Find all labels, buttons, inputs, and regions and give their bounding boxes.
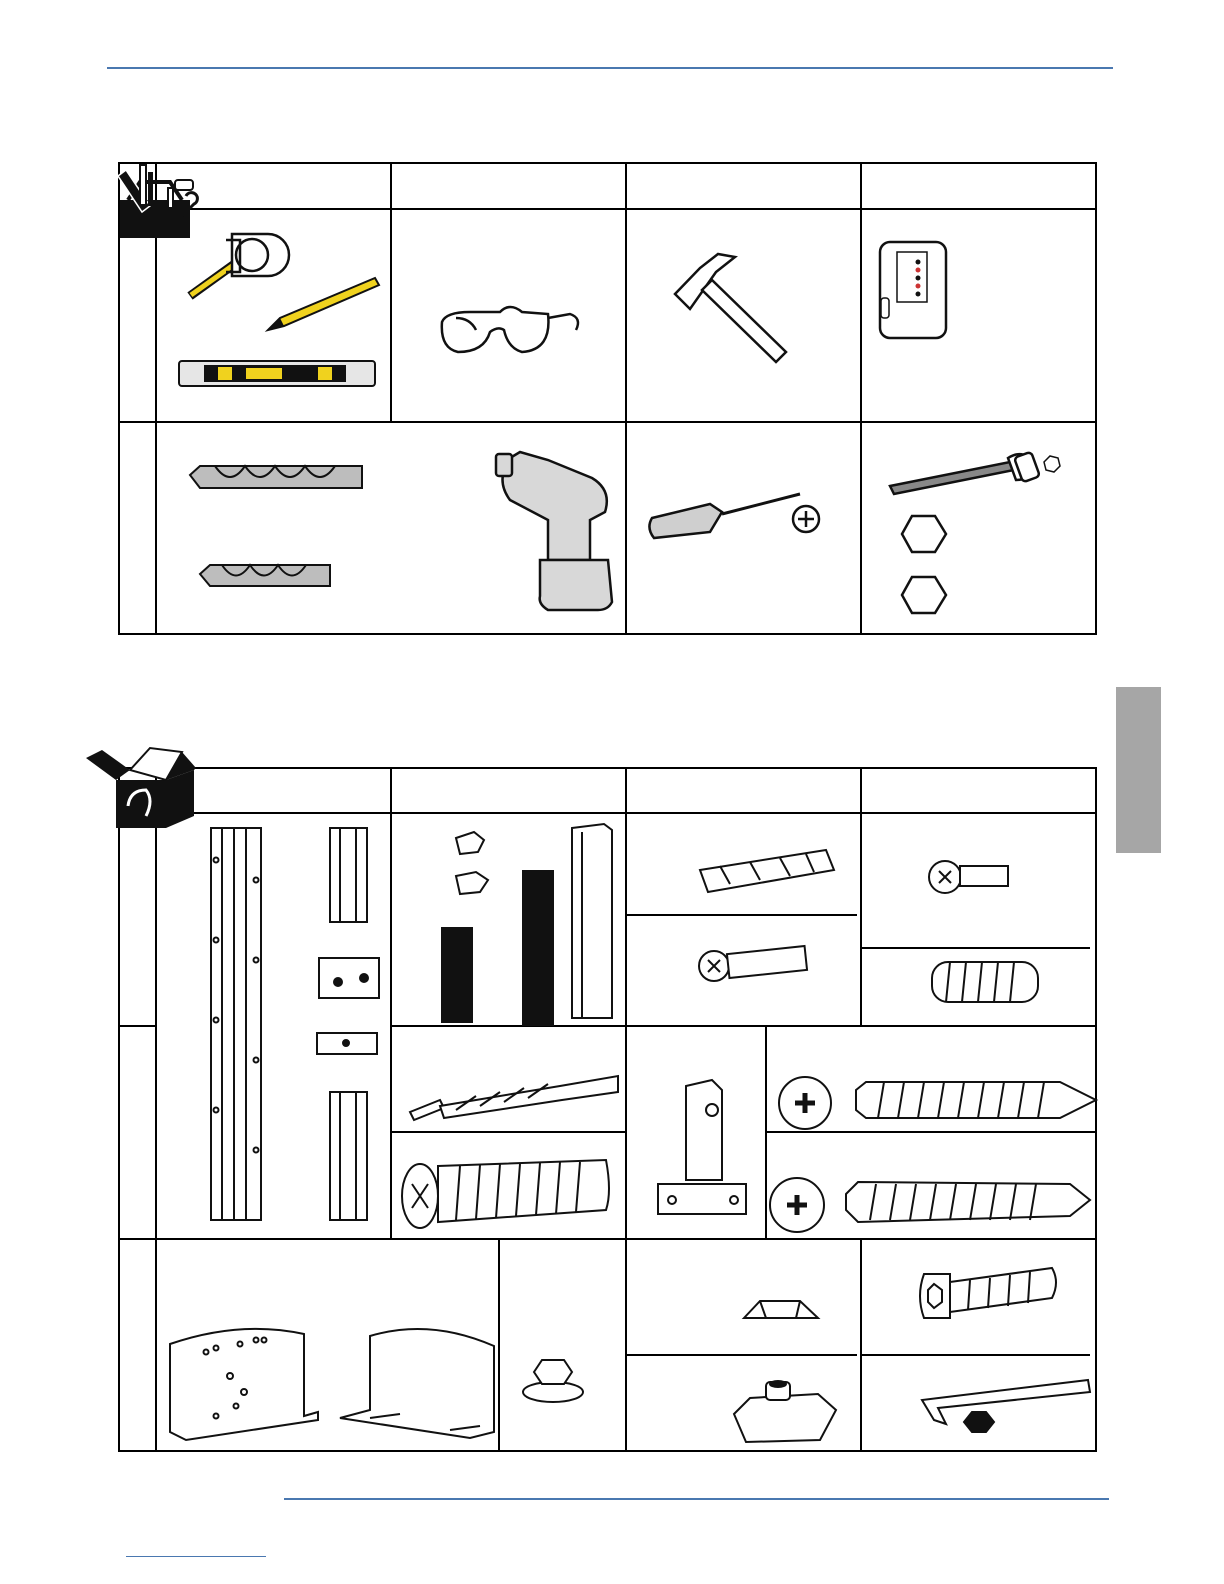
weld-nut-icon (734, 1381, 836, 1442)
wall-rail-icon (211, 828, 261, 1220)
socket-wrench-icon (890, 452, 1060, 613)
self-drill-screw-icon (770, 1178, 1090, 1232)
spirit-level-icon (179, 361, 375, 386)
toolbox-icon (118, 165, 197, 238)
tape-measure-icon (190, 234, 289, 296)
cable-cover-icon (572, 824, 612, 1018)
rubber-foot-icon (744, 1301, 818, 1318)
t-bracket-icon (658, 1080, 746, 1214)
pencil-icon (268, 278, 379, 330)
bracket-plate-icon (330, 828, 367, 1220)
drill-bit-icon (190, 466, 362, 586)
open-box-icon (86, 748, 196, 828)
wall-anchor-icon (700, 850, 834, 892)
foam-pad-icon (441, 870, 554, 1026)
hammer-icon (675, 254, 786, 362)
wood-screw-icon (402, 1160, 609, 1228)
socket-cap-screw-icon (929, 861, 1008, 893)
toggle-bolt-icon (410, 1076, 618, 1120)
set-screw-icon (932, 962, 1038, 1002)
flange-nut-icon (523, 1360, 583, 1402)
phillips-screwdriver-icon (649, 494, 819, 538)
cordless-drill-icon (496, 452, 612, 610)
mount-plates-icon (170, 1329, 494, 1440)
safety-glasses-icon (442, 307, 578, 352)
wood-screw-icon-2 (779, 1077, 1096, 1129)
spacer-block-icon (317, 958, 379, 1054)
socket-cap-screw-icon-2 (920, 1268, 1056, 1318)
machine-screw-icon (699, 946, 807, 981)
clip-icon (456, 832, 488, 894)
stud-finder-icon (880, 242, 946, 338)
allen-key-icon (922, 1380, 1090, 1432)
